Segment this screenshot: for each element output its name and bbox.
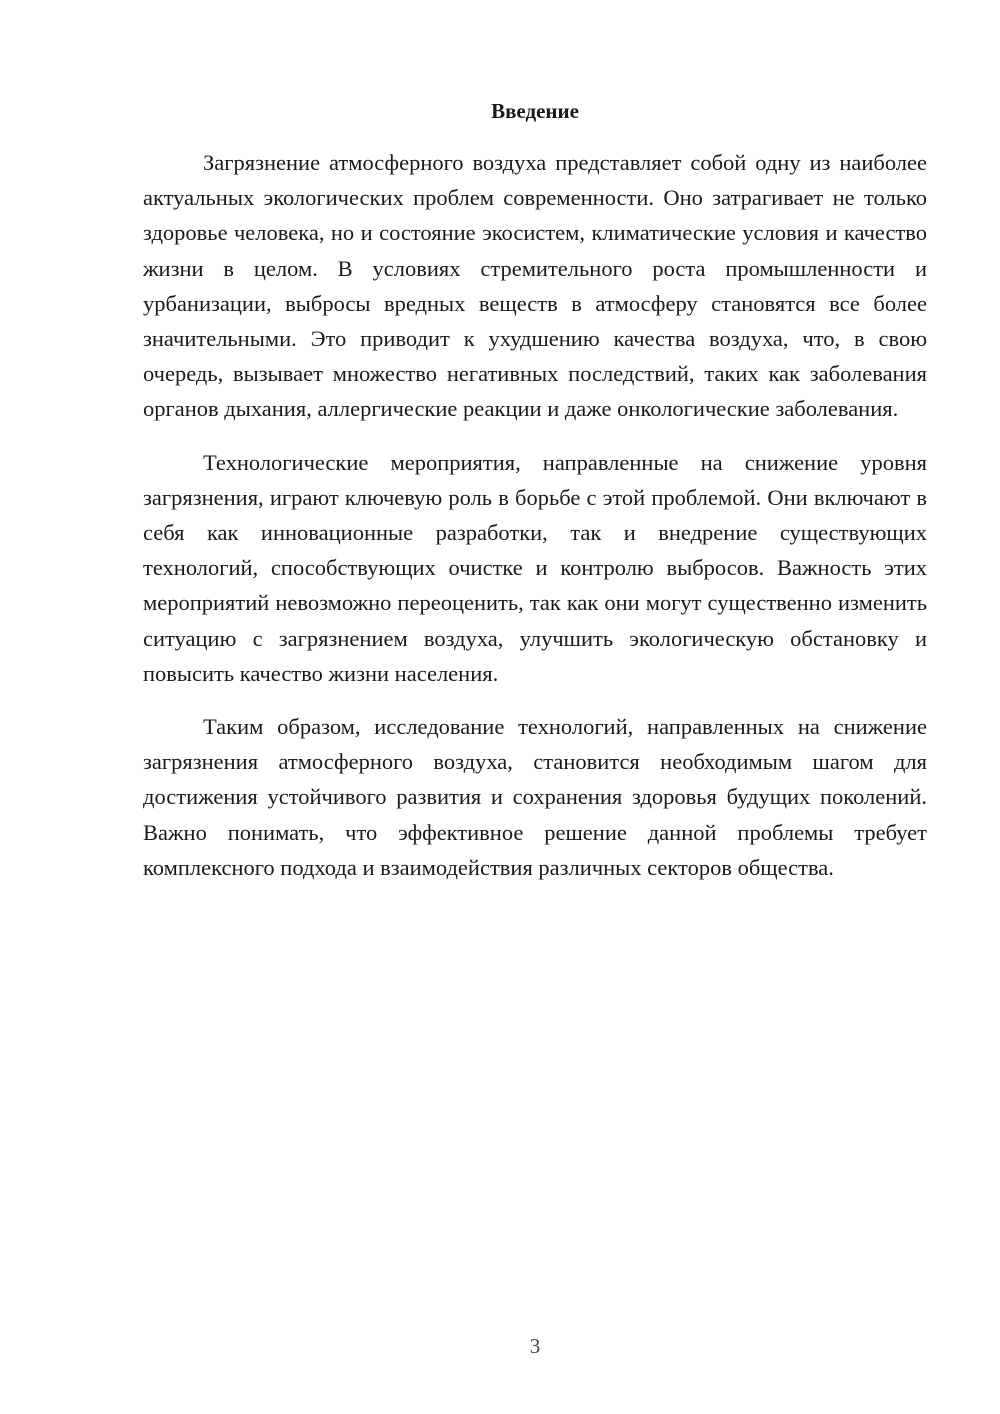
paragraph-1: Загрязнение атмосферного воздуха представляет собой одну из наиболее актуальных экологических проблем современности. Оно затрагивает не только здоровье человека, но и состояние экосистем, климатические условия и качество жизни в целом. В условиях стремительного роста промышленности и урбанизации, выбросы вредных веществ в атмосферу становятся все более значительными. Это приводит к ухудшению качества воздуха, что, в свою очередь, вызывает множество негативных последствий, таких как заболевания органов дыхания, аллергические реакции и даже онкологические заболевания. xyxy=(143,150,927,422)
section-title: Введение xyxy=(491,99,579,123)
paragraph-2: Технологические мероприятия, направленные на снижение уровня загрязнения, играют ключевую роль в борьбе с этой проблемой. Они включают в себя как инновационные разработки, так и внедрение существующих технологий, способствующих очистке и контролю выбросов. Важность этих мероприятий невозможно переоценить, так как они могут существенно изменить ситуацию с загрязнением воздуха, улучшить экологическую обстановку и повысить качество жизни населения. xyxy=(143,449,927,686)
document-body xyxy=(143,145,927,903)
page-number: 3 xyxy=(529,1334,541,1358)
paragraph-3: Таким образом, исследование технологий, направленных на снижение загрязнения атмосферного воздуха, становится необходимым шагом для достижения устойчивого развития и сохранения здоровья будущих поколений. Важно понимать, что эффективное решение данной проблемы требует комплексного подхода и взаимодействия различных секторов общества. xyxy=(143,714,927,880)
